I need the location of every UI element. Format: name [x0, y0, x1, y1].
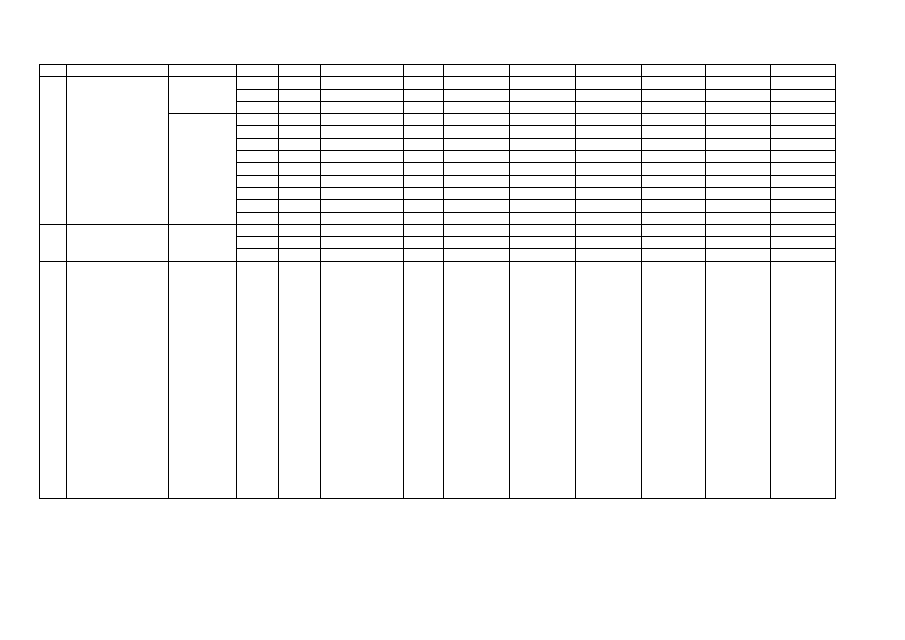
value-cell: [642, 237, 706, 249]
header-cell: [642, 65, 706, 77]
value-cell: [404, 101, 444, 113]
value-cell: [237, 212, 279, 224]
executor-cell: [169, 224, 237, 261]
value-cell: [444, 163, 510, 175]
value-cell: [576, 101, 642, 113]
value-cell: [444, 224, 510, 236]
value-cell: [510, 126, 576, 138]
value-cell: [279, 175, 321, 187]
activity-name: [67, 224, 169, 261]
executor-cell: [169, 114, 237, 225]
value-cell: [576, 237, 642, 249]
header-cell: [40, 65, 67, 77]
value-cell: [237, 77, 279, 89]
value-cell: [771, 138, 836, 150]
value-cell: [642, 126, 706, 138]
executor-cell: [169, 77, 237, 114]
value-cell: [706, 187, 771, 199]
value-cell: [510, 114, 576, 126]
value-cell: [321, 114, 404, 126]
value-cell: [642, 249, 706, 261]
value-cell: [642, 114, 706, 126]
value-cell: [706, 237, 771, 249]
value-cell: [576, 200, 642, 212]
value-cell: [237, 261, 279, 498]
value-cell: [237, 114, 279, 126]
value-cell: [771, 126, 836, 138]
value-cell: [237, 237, 279, 249]
header-cell: [771, 65, 836, 77]
value-cell: [642, 77, 706, 89]
header-cell: [510, 65, 576, 77]
value-cell: [404, 151, 444, 163]
value-cell: [279, 212, 321, 224]
value-cell: [404, 224, 444, 236]
value-cell: [642, 261, 706, 498]
value-cell: [404, 261, 444, 498]
value-cell: [321, 187, 404, 199]
value-cell: [237, 89, 279, 101]
value-cell: [404, 89, 444, 101]
row-number: [40, 261, 67, 498]
value-cell: [279, 89, 321, 101]
row-number: [40, 224, 67, 261]
value-cell: [706, 163, 771, 175]
value-cell: [642, 151, 706, 163]
value-cell: [321, 77, 404, 89]
value-cell: [444, 138, 510, 150]
value-cell: [404, 138, 444, 150]
value-cell: [237, 249, 279, 261]
value-cell: [444, 101, 510, 113]
value-cell: [510, 138, 576, 150]
activity-name: [67, 261, 169, 498]
value-cell: [321, 249, 404, 261]
value-cell: [404, 126, 444, 138]
header-cell: [279, 65, 321, 77]
value-cell: [444, 175, 510, 187]
value-cell: [404, 77, 444, 89]
value-cell: [279, 249, 321, 261]
value-cell: [510, 163, 576, 175]
value-cell: [771, 212, 836, 224]
value-cell: [706, 114, 771, 126]
value-cell: [706, 126, 771, 138]
value-cell: [706, 200, 771, 212]
value-cell: [510, 237, 576, 249]
value-cell: [576, 175, 642, 187]
value-cell: [576, 114, 642, 126]
value-cell: [444, 200, 510, 212]
value-cell: [321, 126, 404, 138]
header-cell: [444, 65, 510, 77]
value-cell: [510, 212, 576, 224]
value-cell: [321, 212, 404, 224]
value-cell: [771, 224, 836, 236]
value-cell: [706, 175, 771, 187]
value-cell: [321, 89, 404, 101]
value-cell: [444, 89, 510, 101]
value-cell: [642, 101, 706, 113]
value-cell: [237, 101, 279, 113]
value-cell: [510, 151, 576, 163]
value-cell: [771, 187, 836, 199]
value-cell: [279, 101, 321, 113]
header-cell: [169, 65, 237, 77]
header-cell: [321, 65, 404, 77]
value-cell: [237, 224, 279, 236]
header-cell: [706, 65, 771, 77]
value-cell: [237, 138, 279, 150]
value-cell: [444, 212, 510, 224]
value-cell: [576, 126, 642, 138]
value-cell: [510, 101, 576, 113]
value-cell: [642, 200, 706, 212]
value-cell: [279, 114, 321, 126]
value-cell: [771, 175, 836, 187]
value-cell: [771, 249, 836, 261]
value-cell: [510, 249, 576, 261]
value-cell: [279, 237, 321, 249]
value-cell: [576, 163, 642, 175]
value-cell: [510, 261, 576, 498]
value-cell: [444, 126, 510, 138]
value-cell: [576, 249, 642, 261]
header-cell: [67, 65, 169, 77]
value-cell: [321, 138, 404, 150]
value-cell: [576, 89, 642, 101]
value-cell: [321, 101, 404, 113]
value-cell: [706, 101, 771, 113]
value-cell: [237, 126, 279, 138]
value-cell: [706, 249, 771, 261]
value-cell: [771, 151, 836, 163]
value-cell: [279, 151, 321, 163]
value-cell: [706, 138, 771, 150]
value-cell: [279, 163, 321, 175]
table-row: [40, 77, 836, 89]
value-cell: [576, 212, 642, 224]
value-cell: [576, 151, 642, 163]
value-cell: [642, 175, 706, 187]
value-cell: [510, 89, 576, 101]
header-row: [40, 65, 836, 77]
value-cell: [706, 261, 771, 498]
value-cell: [706, 77, 771, 89]
value-cell: [321, 237, 404, 249]
value-cell: [706, 151, 771, 163]
value-cell: [510, 200, 576, 212]
value-cell: [321, 261, 404, 498]
activity-name: [67, 77, 169, 225]
value-cell: [321, 200, 404, 212]
value-cell: [237, 187, 279, 199]
value-cell: [576, 187, 642, 199]
value-cell: [510, 187, 576, 199]
budget-table: [39, 64, 836, 499]
value-cell: [404, 249, 444, 261]
value-cell: [510, 224, 576, 236]
value-cell: [404, 200, 444, 212]
value-cell: [771, 163, 836, 175]
header-cell: [404, 65, 444, 77]
value-cell: [771, 261, 836, 498]
executor-cell: [169, 261, 237, 498]
value-cell: [642, 163, 706, 175]
value-cell: [237, 151, 279, 163]
value-cell: [404, 114, 444, 126]
value-cell: [404, 237, 444, 249]
value-cell: [279, 224, 321, 236]
value-cell: [771, 237, 836, 249]
value-cell: [237, 163, 279, 175]
value-cell: [279, 261, 321, 498]
value-cell: [706, 224, 771, 236]
table-row: [40, 224, 836, 236]
value-cell: [444, 187, 510, 199]
table-row: [40, 261, 836, 498]
value-cell: [642, 138, 706, 150]
row-number: [40, 77, 67, 225]
value-cell: [321, 151, 404, 163]
value-cell: [576, 77, 642, 89]
header-cell: [576, 65, 642, 77]
value-cell: [706, 212, 771, 224]
value-cell: [771, 77, 836, 89]
value-cell: [321, 163, 404, 175]
value-cell: [321, 224, 404, 236]
value-cell: [404, 212, 444, 224]
value-cell: [444, 114, 510, 126]
value-cell: [404, 163, 444, 175]
value-cell: [576, 224, 642, 236]
value-cell: [642, 224, 706, 236]
value-cell: [444, 261, 510, 498]
value-cell: [279, 126, 321, 138]
value-cell: [444, 77, 510, 89]
value-cell: [237, 200, 279, 212]
value-cell: [771, 200, 836, 212]
value-cell: [321, 175, 404, 187]
value-cell: [642, 187, 706, 199]
value-cell: [404, 175, 444, 187]
value-cell: [444, 237, 510, 249]
value-cell: [576, 261, 642, 498]
value-cell: [510, 175, 576, 187]
value-cell: [771, 101, 836, 113]
value-cell: [576, 138, 642, 150]
value-cell: [510, 77, 576, 89]
value-cell: [279, 200, 321, 212]
value-cell: [444, 151, 510, 163]
value-cell: [237, 175, 279, 187]
value-cell: [404, 187, 444, 199]
value-cell: [444, 249, 510, 261]
value-cell: [279, 138, 321, 150]
value-cell: [642, 212, 706, 224]
header-cell: [237, 65, 279, 77]
value-cell: [279, 77, 321, 89]
value-cell: [771, 114, 836, 126]
value-cell: [642, 89, 706, 101]
value-cell: [279, 187, 321, 199]
value-cell: [771, 89, 836, 101]
value-cell: [706, 89, 771, 101]
